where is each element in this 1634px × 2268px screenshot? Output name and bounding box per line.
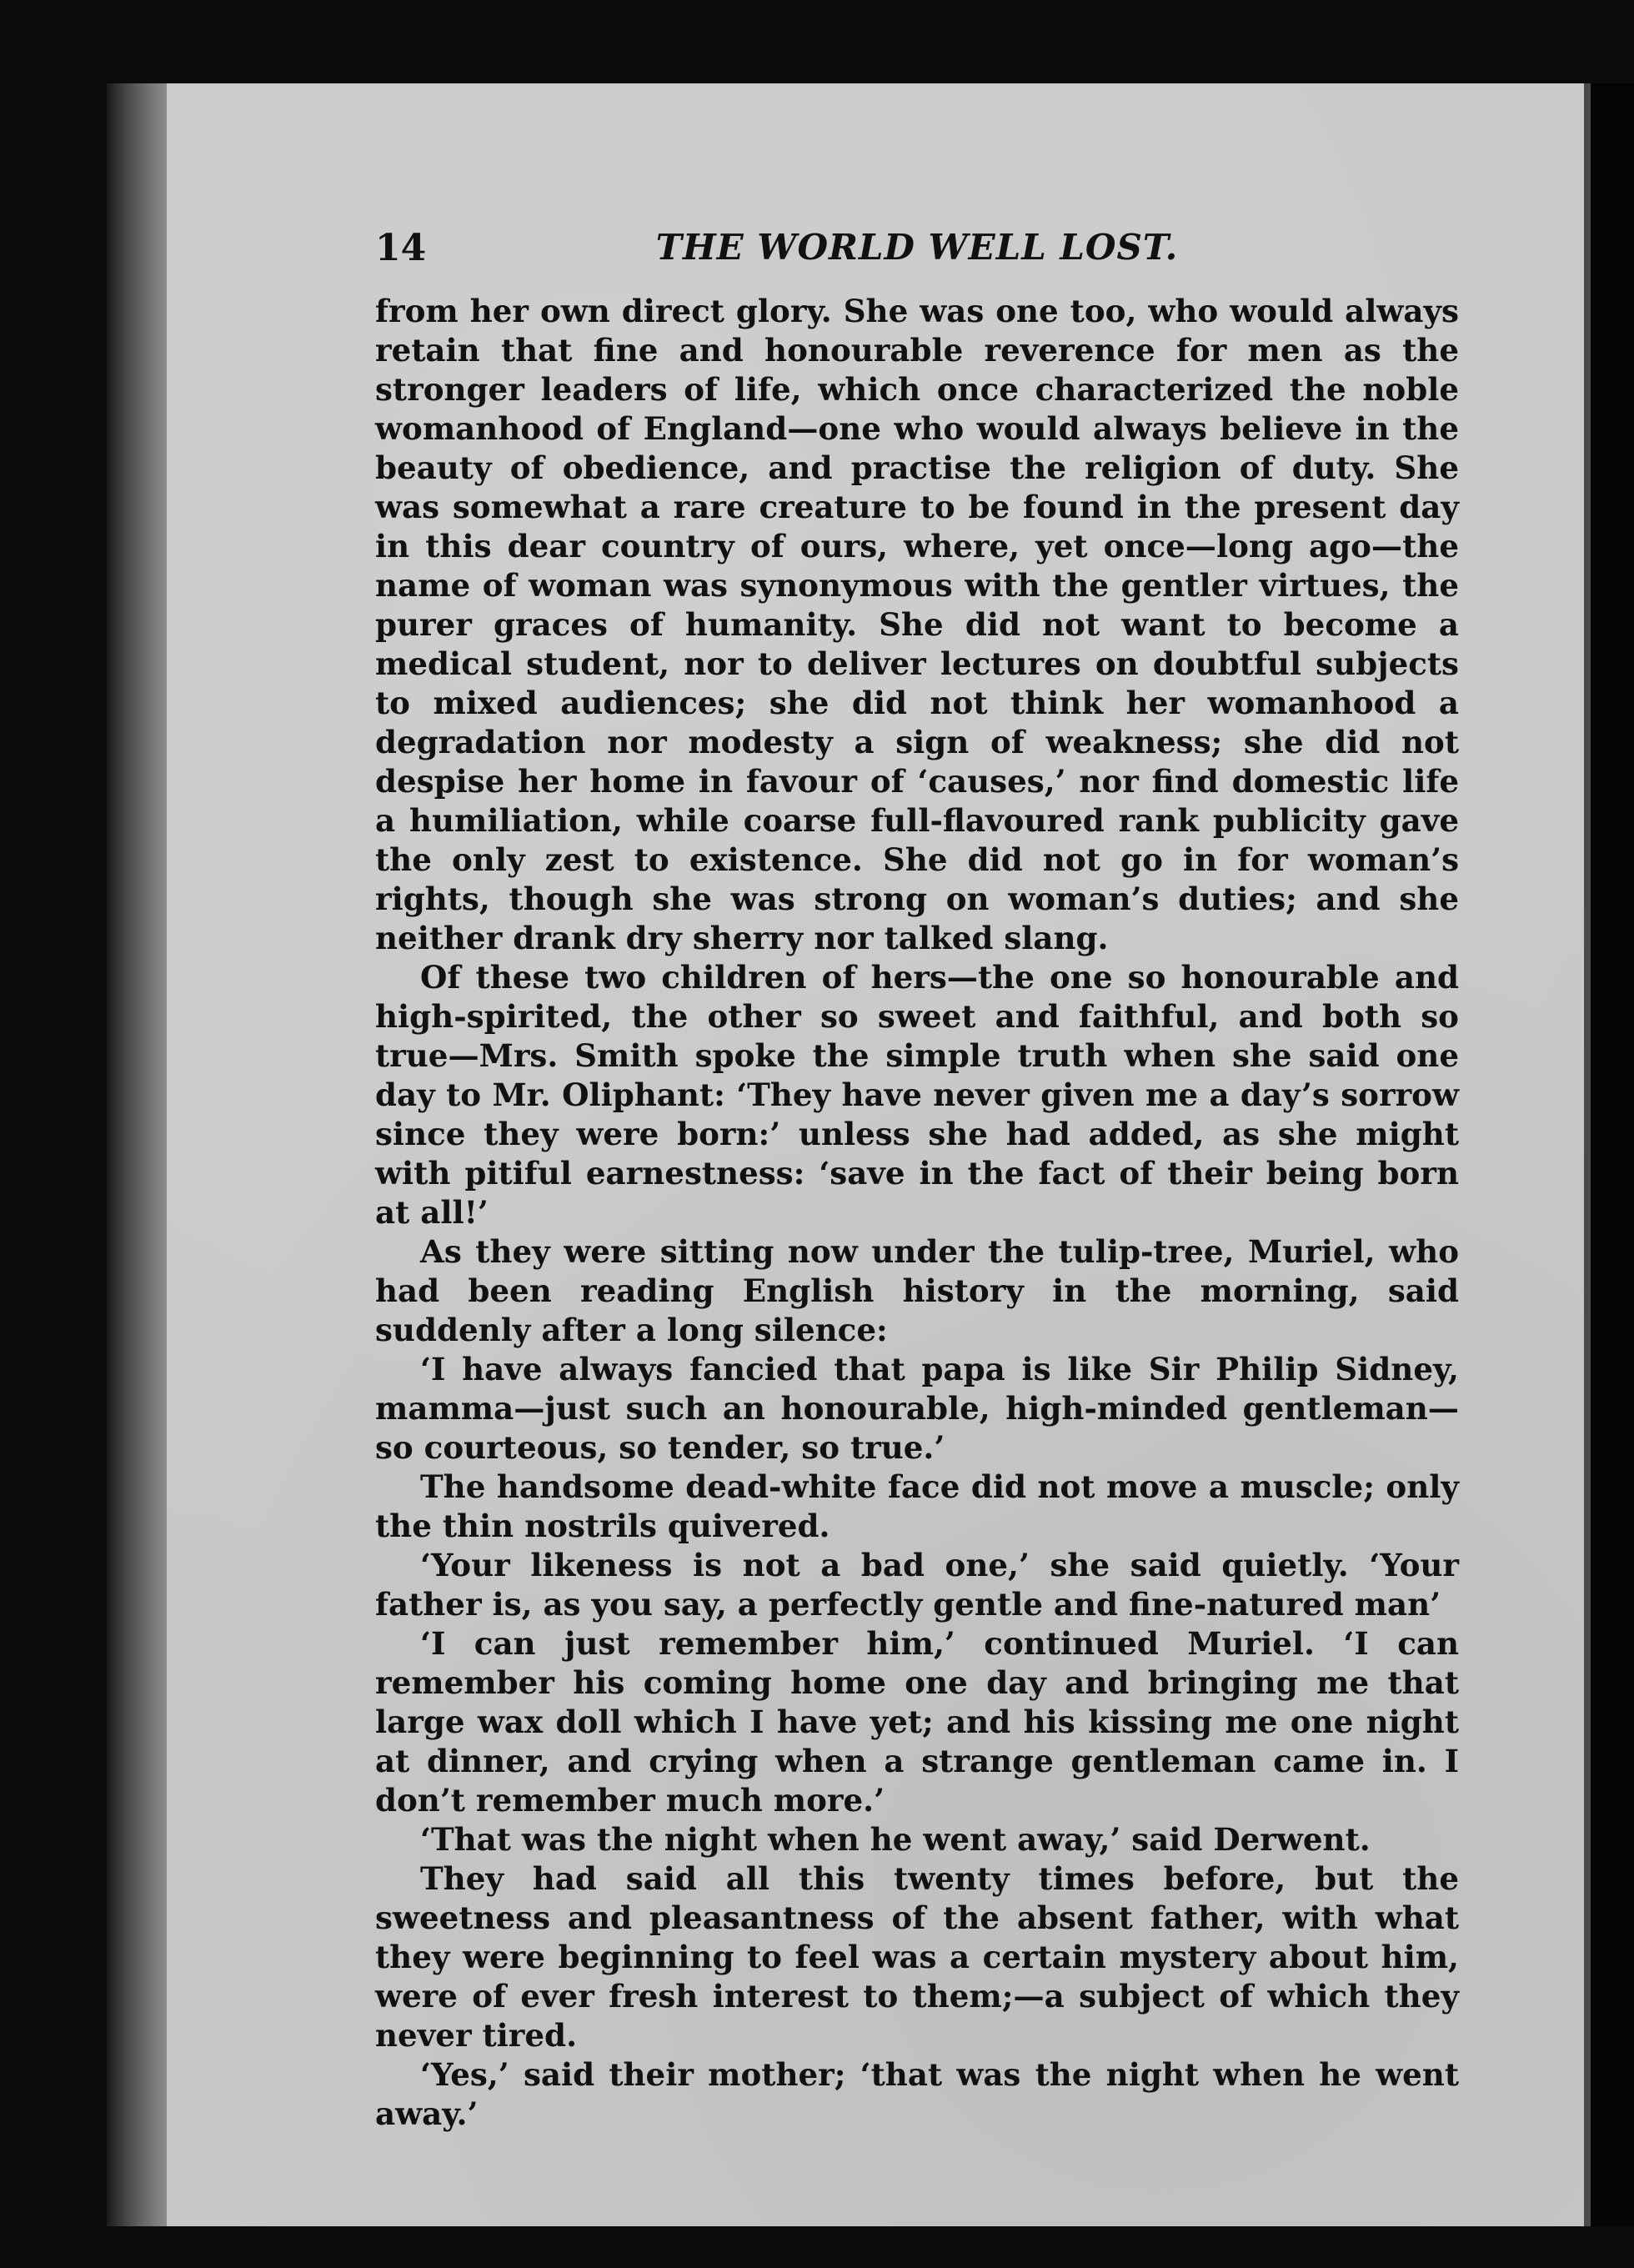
- paragraph: ‘That was the night when he went away,’ said Derwent.: [420, 1821, 1371, 1858]
- running-head: THE WORLD WELL LOST.: [655, 227, 1179, 268]
- paragraph: ‘Your likeness is not a bad one,’ she said quietly. ‘Your father is, as you say, a perfectly gentle and fine-natured man’: [375, 1547, 1459, 1623]
- facing-page-edge: [1591, 83, 1634, 2226]
- body-text: [375, 292, 1459, 2132]
- page-number: 14: [375, 227, 427, 269]
- paragraph: ‘I can just remember him,’ continued Muriel. ‘I can remember his coming home one day and bringing me that large wax doll which I have yet; and his kissing me one night at dinner, and crying when a strange gentleman came in. I don’t remember much more.’: [375, 1625, 1459, 1819]
- paragraph: ‘I have always fancied that papa is like Sir Philip Sidney, mamma—just such an honourable, high-minded gentleman—so courteous, so tender, so true.’: [375, 1351, 1459, 1466]
- paragraph: ‘Yes,’ said their mother; ‘that was the night when he went away.’: [375, 2056, 1459, 2132]
- page-gutter: [1584, 83, 1591, 2226]
- book-spine-edge: [107, 83, 175, 2226]
- paragraph: They had said all this twenty times before, but the sweetness and pleasantness of the absent father, with what they were beginning to feel was a certain mystery about him, were of ever fresh interest to them;—a subject of which they never tired.: [375, 1860, 1459, 2054]
- paragraph: Of these two children of hers—the one so honourable and high-spirited, the other so sweet and faithful, and both so true—Mrs. Smith spoke the simple truth when she said one day to Mr. Oliphant: ‘They have never given me a day’s sorrow since they were born:’ unless she had added, as she might with pitiful earnestness: ‘save in the fact of their being born at all!’: [375, 959, 1459, 1231]
- page-header: [375, 227, 1459, 277]
- paragraph: from her own direct glory. She was one too, who would always retain that fine and honourable reverence for men as the stronger leaders of life, which once characterized the noble womanhood of England—one who would always believe in the beauty of obedience, and practise the religion of duty. She was somewhat a rare creature to be found in the present day in this dear country of ours, where, yet once—long ago—the name of woman was synonymous with the gentler virtues, the purer graces of humanity. She did not want to become a medical student, nor to deliver lectures on doubtful subjects to mixed audiences; she did not think her womanhood a degradation nor modesty a sign of weakness; she did not despise her home in favour of ‘causes,’ nor find domestic life a humiliation, while coarse full-flavoured rank publicity gave the only zest to existence. She did not go in for woman’s rights, though she was strong on woman’s duties; and she neither drank dry sherry nor talked slang.: [375, 293, 1459, 956]
- paragraph: The handsome dead-white face did not move a muscle; only the thin nostrils quivered.: [375, 1468, 1459, 1544]
- paragraph: As they were sitting now under the tulip-tree, Muriel, who had been reading English history in the morning, said suddenly after a long silence:: [375, 1233, 1459, 1348]
